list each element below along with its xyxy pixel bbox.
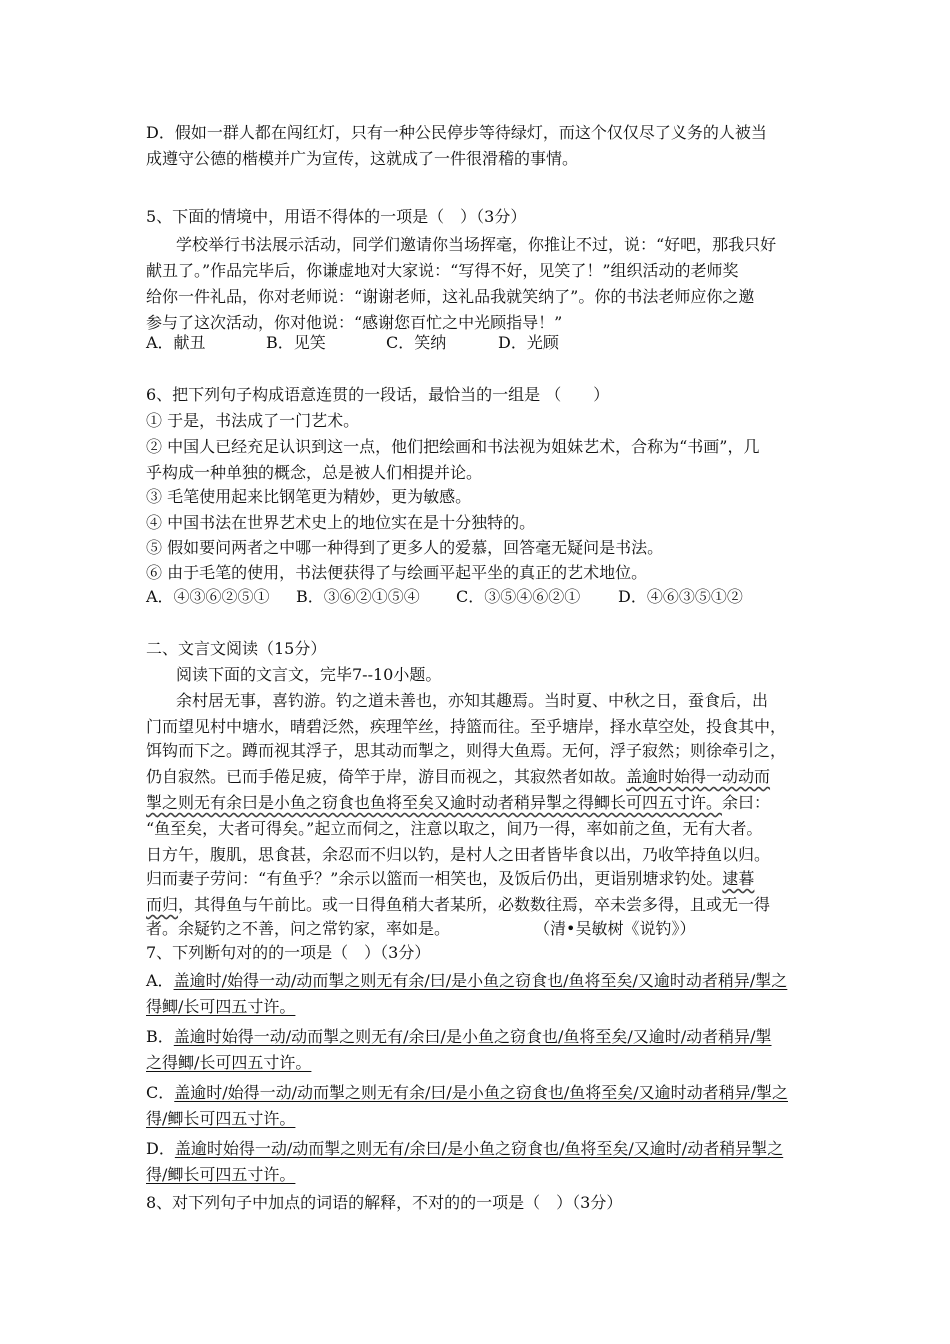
q7-option-a-line2 <box>146 994 806 1020</box>
q6-option-c: C．③⑤④⑥②① <box>456 587 581 606</box>
passage-line: 饵钩而下之。蹲而视其浮子，思其动而掣之，则得大鱼焉。无何，浮子寂然；则徐牵引之， <box>146 741 787 760</box>
q5-passage-line: 学校举行书法展示活动，同学们邀请你当场挥毫，你推让不过，说：“好吧，那我只好 <box>176 235 777 254</box>
q7-option-prefix: B． <box>146 1027 174 1046</box>
q7-option-text: 盖逾时始得一动/动而掣之则无有/余曰/是小鱼之窃食也/鱼将至矣/又逾时/动者稍异掣之 <box>174 1139 784 1158</box>
q7-option-prefix: D． <box>146 1139 175 1158</box>
q6-item: ⑤ 假如要问两者之中哪一种得到了更多人的爱慕，回答毫无疑问是书法。 <box>146 538 664 557</box>
q7-option-b-line1 <box>146 1024 806 1050</box>
q7-option-c-line2 <box>146 1106 806 1132</box>
passage-segment: 余曰： <box>722 793 771 812</box>
q7-option-text: 盖逾时始得一动/动而掣之则无有/余曰/是小鱼之窃食也/鱼将至矣/又逾时/动者稍异/掣 <box>173 1027 772 1046</box>
q7-option-d-line1 <box>146 1136 806 1162</box>
q6-item: ④ 中国书法在世界艺术史上的地位实在是十分独特的。 <box>146 513 536 532</box>
q6-stem: 6、把下列句子构成语意连贯的一段话，最恰当的一组是 （ ） <box>146 385 610 404</box>
q7-option-a-line1 <box>146 968 806 994</box>
q7-option-c-line1 <box>146 1080 806 1106</box>
passage-line: 门而望见村中塘水，晴碧泛然，疾理竿丝，持篮而往。至乎塘岸，择水草空处，投食其中， <box>146 717 787 736</box>
q5-passage-line: 参与了这次活动，你对他说：“感谢您百忙之中光顾指导！” <box>146 313 563 332</box>
q5-option-a: A．献丑 <box>146 333 206 352</box>
q5-option-c: C．笑纳 <box>386 333 447 352</box>
passage-segment: 者。余疑钓之不善，问之常钓家，率如是。 <box>146 919 451 938</box>
q7-option-text: 盖逾时/始得一动/动而掣之则无有余/曰/是小鱼之窃食也/鱼将至矣/又逾时动者稍异/掣之 <box>173 971 788 990</box>
q7-stem: 7、下列断句对的的一项是（ ）（3分） <box>146 943 431 962</box>
q7-option-prefix: C． <box>146 1083 175 1102</box>
q6-option-a: A．④③⑥②⑤① <box>146 587 270 606</box>
q6-item: 乎构成一种单独的概念，总是被人们相提并论。 <box>146 463 483 482</box>
passage-line <box>146 866 806 892</box>
passage-line <box>146 892 806 918</box>
q7-option-d-line2 <box>146 1162 806 1188</box>
passage-segment: ，其得鱼与午前比。或一日得鱼稍大者某所，必数数往焉，卒未尝多得，且或无一得 <box>178 895 771 914</box>
passage-line <box>146 790 806 816</box>
passage-segment: 归而妻子劳问：“有鱼乎？”余示以篮而一相笑也，及饭后仍出，更诣别塘求钓处。 <box>146 869 723 888</box>
section-intro: 阅读下面的文言文，完毕7--10小题。 <box>176 665 442 684</box>
q6-item: ① 于是，书法成了一门艺术。 <box>146 411 360 430</box>
q5-passage-line: 给你一件礼品，你对老师说：“谢谢老师，这礼品我就笑纳了”。你的书法老师应你之邀 <box>146 287 755 306</box>
passage-line: 余村居无事，喜钓游。钓之道未善也，亦知其趣焉。当时夏、中秋之日，蚕食后，出 <box>176 691 769 710</box>
passage-segment: 仍自寂然。已而手倦足疲，倚竿于岸，游目而视之，其寂然者如故。 <box>146 767 627 786</box>
passage-underlined-segment: 逮暮 <box>722 869 755 888</box>
passage-underlined-segment: 盖逾时始得一动动而 <box>626 767 771 786</box>
q7-option-prefix: A． <box>146 971 174 990</box>
q7-option-text: 得/鲫长可四五寸许。 <box>146 1165 296 1184</box>
q6-options <box>146 584 806 610</box>
q4-option-d-line1: D．假如一群人都在闯红灯，只有一种公民停步等待绿灯，而这个仅仅尽了义务的人被当 <box>146 123 767 142</box>
q5-passage-line: 献丑了。”作品完毕后，你谦虚地对大家说：“写得不好，见笑了！”组织活动的老师奖 <box>146 261 739 280</box>
q5-options <box>146 330 806 356</box>
passage-underlined-segment: 掣之则无有余曰是小鱼之窃食也鱼将至矣又逾时动者稍异掣之得鲫长可四五寸许。 <box>146 793 723 812</box>
q5-option-b: B．见笑 <box>266 333 326 352</box>
passage-source: （清•吴敏树《说钓》） <box>534 919 696 938</box>
passage-underlined-segment: 而归 <box>146 895 179 914</box>
q7-option-text: 得鲫/长可四五寸许。 <box>146 997 296 1016</box>
q6-option-b: B．③⑥②①⑤④ <box>296 587 420 606</box>
q6-item: ③ 毛笔使用起来比钢笔更为精妙，更为敏感。 <box>146 487 472 506</box>
q6-option-d: D．④⑥③⑤①② <box>618 587 743 606</box>
passage-line <box>146 764 806 790</box>
q6-item: ② 中国人已经充足认识到这一点，他们把绘画和书法视为姐妹艺术，合称为“书画”，几 <box>146 437 760 456</box>
section-heading: 二、文言文阅读（15分） <box>146 639 327 658</box>
q7-option-text: 得/鲫长可四五寸许。 <box>146 1109 296 1128</box>
q6-item: ⑥ 由于毛笔的使用，书法便获得了与绘画平起平坐的真正的艺术地位。 <box>146 563 648 582</box>
passage-line: 日方午，腹肌，思食甚，余忍而不归以钓，是村人之田者皆毕食以出，乃收竿持鱼以归。 <box>146 845 771 864</box>
q5-stem: 5、下面的情境中，用语不得体的一项是（ ）（3分） <box>146 207 527 226</box>
passage-line: “鱼至矣，大者可得矣。”起立而伺之，注意以取之，间乃一得，率如前之鱼，无有大者。 <box>146 819 763 838</box>
q7-option-text: 之得鲫/长可四五寸许。 <box>146 1053 312 1072</box>
q8-stem: 8、对下列句子中加点的词语的解释，不对的的一项是（ ）（3分） <box>146 1193 623 1212</box>
q5-option-d: D．光顾 <box>498 333 559 352</box>
passage-line <box>146 916 806 942</box>
q4-option-d-line2: 成遵守公德的楷模并广为宣传，这就成了一件很滑稽的事情。 <box>146 149 579 168</box>
q7-option-text: 盖逾时/始得一动/动而掣之则无有余/曰/是小鱼之窃食也/鱼将至矣/又逾时动者稍异/掣之 <box>174 1083 788 1102</box>
q7-option-b-line2 <box>146 1050 806 1076</box>
